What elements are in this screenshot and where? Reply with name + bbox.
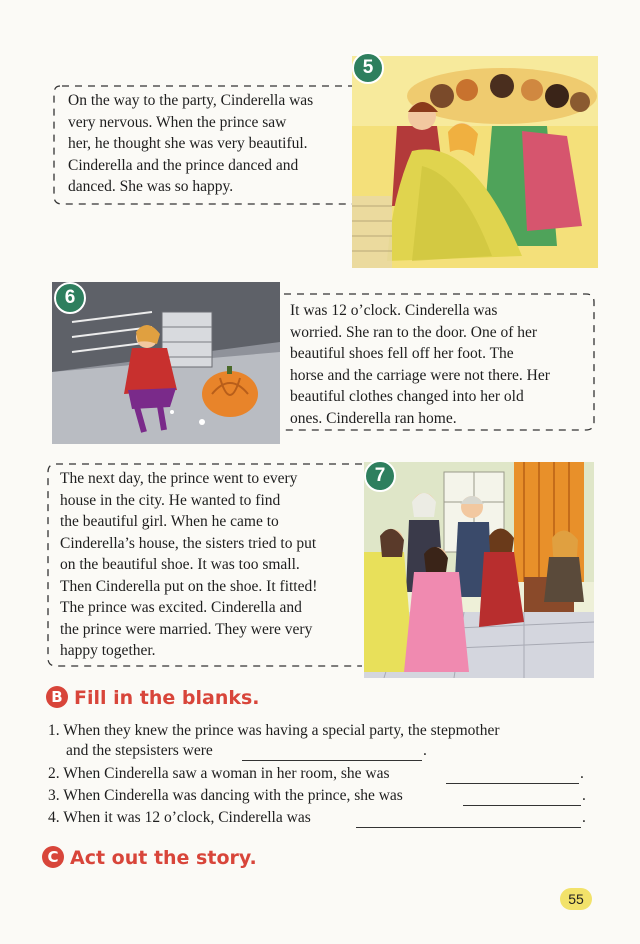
question-end: .: [423, 742, 427, 759]
question-3: [48, 787, 403, 805]
story-text-5: [68, 90, 313, 198]
question-text: When it was 12 o’clock, Cinderella was: [63, 809, 311, 826]
pumpkin-midnight-illustration: [52, 282, 280, 444]
question-text: When Cinderella was dancing with the prince, she was: [63, 787, 403, 804]
answer-blank-3[interactable]: [463, 805, 581, 806]
question-1-line-1: [48, 722, 500, 740]
panel-number-6: 6: [54, 282, 86, 314]
story-line: Cinderella and the prince danced and: [68, 156, 299, 174]
story-line: Then Cinderella put on the shoe. It fitted!: [60, 577, 318, 595]
ballroom-dance-illustration: [352, 56, 598, 268]
answer-blank-4[interactable]: [356, 827, 581, 828]
story-line: danced. She was so happy.: [68, 178, 234, 195]
story-line: worried. She ran to the door. One of her: [290, 323, 538, 341]
story-line: happy together.: [60, 642, 156, 659]
story-line: The next day, the prince went to every: [60, 470, 298, 487]
story-line: It was 12 o’clock. Cinderella was: [290, 302, 498, 319]
question-text: and the stepsisters were: [66, 742, 213, 759]
question-text: When they knew the prince was having a special party, the stepmother: [63, 722, 500, 739]
story-text-6: [290, 300, 550, 429]
question-number: 3.: [48, 787, 60, 804]
section-c-badge: C: [42, 846, 64, 868]
question-number: 1.: [48, 722, 60, 739]
story-line: Cinderella’s house, the sisters tried to put: [60, 534, 317, 552]
question-number: 4.: [48, 809, 60, 826]
story-line: house in the city. He wanted to find: [60, 491, 281, 509]
story-line: very nervous. When the prince saw: [68, 113, 287, 131]
page-number: 55: [560, 888, 592, 910]
story-line: beautiful clothes changed into her old: [290, 388, 524, 405]
question-number: 2.: [48, 765, 60, 782]
answer-blank-2[interactable]: [446, 783, 579, 784]
answer-blank-1[interactable]: [242, 760, 422, 761]
question-1-line-2: [66, 742, 213, 760]
section-c-title: Act out the story.: [70, 847, 257, 869]
panel-number-7: 7: [364, 460, 396, 492]
question-end: .: [582, 787, 586, 804]
story-line: ones. Cinderella ran home.: [290, 409, 457, 427]
question-text: When Cinderella saw a woman in her room, she was: [63, 765, 390, 782]
story-line: her, he thought she was very beautiful.: [68, 135, 308, 152]
story-line: beautiful shoes fell off her foot. The: [290, 345, 514, 362]
story-line: on the beautiful shoe. It was too small.: [60, 556, 300, 573]
section-b-title: Fill in the blanks.: [74, 687, 260, 709]
question-4: [48, 809, 311, 827]
question-end: .: [580, 765, 584, 782]
shoe-fitting-illustration: [364, 462, 594, 678]
story-line: horse and the carriage were not there. Her: [290, 366, 550, 384]
section-b-badge: B: [46, 686, 68, 708]
section-c-heading: [42, 846, 257, 869]
question-2: [48, 765, 390, 783]
section-b-heading: [46, 686, 260, 709]
story-line: the prince were married. They were very: [60, 620, 313, 638]
story-line: On the way to the party, Cinderella was: [68, 92, 314, 109]
panel-number-5: 5: [352, 52, 384, 84]
question-end: .: [582, 809, 586, 826]
story-line: The prince was excited. Cinderella and: [60, 599, 302, 616]
story-line: the beautiful girl. When he came to: [60, 513, 279, 530]
story-text-7: [60, 468, 317, 662]
